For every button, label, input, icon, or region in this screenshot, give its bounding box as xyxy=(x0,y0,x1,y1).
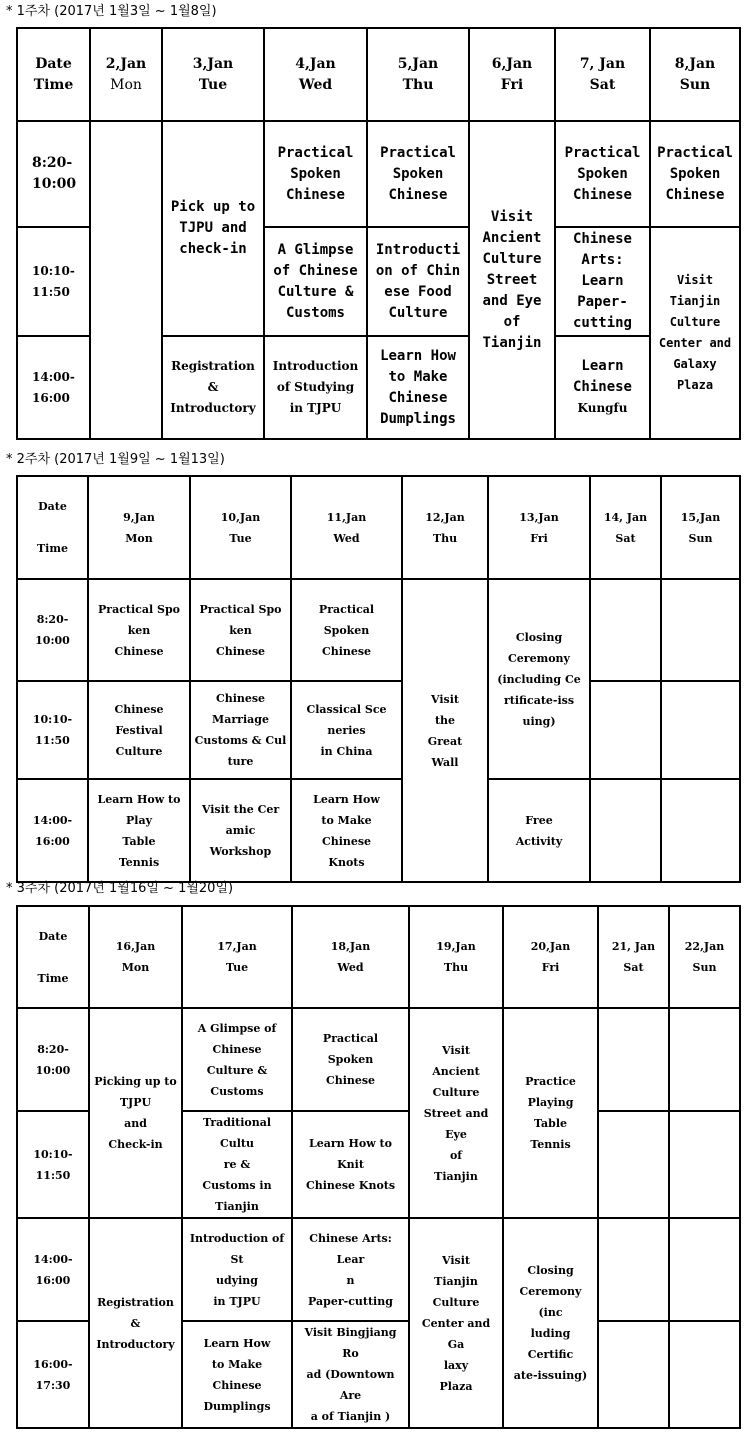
time-slot: 10:10- 11:50 xyxy=(17,681,88,779)
day-name: Wed xyxy=(337,961,364,974)
date-time-header: Date Time xyxy=(17,476,88,579)
activity-cell: A Glimpse of Chinese Culture & Customs xyxy=(264,227,367,336)
empty-cell xyxy=(590,579,661,681)
week1-schedule-table xyxy=(16,27,741,440)
activity-cell: Visit Tianjin Culture Center and Ga laxy Plaza xyxy=(409,1218,503,1428)
day-name: Wed xyxy=(298,76,333,93)
activity-cell: Practical Spoken Chinese xyxy=(264,121,367,227)
day-header-sun xyxy=(661,476,740,579)
day-name: Thu xyxy=(443,961,469,974)
activity-text: Learn Chinese xyxy=(572,358,632,395)
day-date: 20,Jan xyxy=(530,940,571,953)
activity-cell: Introduction of St udying in TJPU xyxy=(182,1218,292,1321)
day-header-fri xyxy=(503,906,598,1008)
day-header-mon xyxy=(90,28,162,121)
day-date: 21, Jan xyxy=(611,940,656,953)
day-date: 22,Jan xyxy=(684,940,725,953)
empty-cell xyxy=(669,1321,740,1428)
day-header-tue xyxy=(182,906,292,1008)
time-slot: 10:10- 11:50 xyxy=(17,1111,89,1218)
day-date: 12,Jan xyxy=(425,510,465,524)
activity-cell: Visit the Cer amic Workshop xyxy=(190,779,291,882)
activity-cell: Learn How to Make Chinese Dumplings xyxy=(182,1321,292,1428)
day-date: 5,Jan xyxy=(397,55,439,72)
date-time-header: Date Time xyxy=(17,28,90,121)
day-name: Fri xyxy=(530,531,548,545)
activity-cell xyxy=(555,336,650,439)
day-name: Tue xyxy=(198,76,228,93)
day-name: Mon xyxy=(110,76,142,93)
empty-cell xyxy=(661,579,740,681)
time-slot: 10:10- 11:50 xyxy=(17,227,90,336)
empty-cell xyxy=(669,1008,740,1111)
activity-cell: Learn How to Play Table Tennis xyxy=(88,779,190,882)
day-date: 6,Jan xyxy=(491,55,533,72)
day-header-wed xyxy=(292,906,409,1008)
activity-cell: Pick up to TJPU and check-in xyxy=(162,121,264,336)
day-date: 15,Jan xyxy=(680,510,721,524)
week1-heading: * 1주차 (2017년 1월3일 ~ 1월8일) xyxy=(6,4,217,19)
activity-cell: Closing Ceremony (inc luding Certific ate-issuing) xyxy=(503,1218,598,1428)
day-header-sat xyxy=(598,906,669,1008)
day-header-sat xyxy=(590,476,661,579)
day-name: Sun xyxy=(692,961,717,974)
day-header-mon xyxy=(89,906,182,1008)
day-date: 4,Jan xyxy=(295,55,336,72)
day-date: 13,Jan xyxy=(519,510,559,524)
activity-cell: Chinese Arts: Learn Paper- cutting xyxy=(555,227,650,336)
day-date: 11,Jan xyxy=(326,510,367,524)
day-header-fri xyxy=(469,28,555,121)
day-header-fri xyxy=(488,476,590,579)
day-date: 8,Jan xyxy=(674,55,716,72)
day-date: 17,Jan xyxy=(217,940,257,953)
day-header-thu xyxy=(367,28,469,121)
day-name: Sat xyxy=(623,961,644,974)
activity-cell: Practical Spo ken Chinese xyxy=(190,579,291,681)
activity-cell: Practice Playing Table Tennis xyxy=(503,1008,598,1218)
activity-text: Kungfu xyxy=(577,401,628,415)
activity-cell: A Glimpse of Chinese Culture & Customs xyxy=(182,1008,292,1111)
activity-cell: Learn How to Knit Chinese Knots xyxy=(292,1111,409,1218)
day-date: 14, Jan xyxy=(603,510,648,524)
day-name: Thu xyxy=(432,531,458,545)
day-name: Wed xyxy=(333,531,360,545)
empty-cell xyxy=(590,779,661,882)
week3-heading: * 3주차 (2017년 1월16일 ~ 1월20일) xyxy=(6,881,234,896)
time-slot: 14:00- 16:00 xyxy=(17,336,90,439)
day-name: Thu xyxy=(402,76,434,93)
time-slot: 8:20- 10:00 xyxy=(17,579,88,681)
day-name: Fri xyxy=(500,76,524,93)
day-date: 2,Jan xyxy=(105,55,147,72)
empty-cell xyxy=(661,681,740,779)
day-name: Sun xyxy=(688,531,713,545)
week2-heading: * 2주차 (2017년 1월9일 ~ 1월13일) xyxy=(6,452,225,467)
time-slot: 16:00- 17:30 xyxy=(17,1321,89,1428)
day-date: 9,Jan xyxy=(123,510,155,524)
time-slot: 14:00- 16:00 xyxy=(17,1218,89,1321)
activity-cell: Practical Spoken Chinese xyxy=(292,1008,409,1111)
activity-cell: Practical Spo ken Chinese xyxy=(88,579,190,681)
day-name: Tue xyxy=(229,531,252,545)
day-name: Fri xyxy=(541,961,560,974)
activity-cell: Chinese Festival Culture xyxy=(88,681,190,779)
activity-cell: Visit Ancient Culture Street and Eye of Tianjin xyxy=(409,1008,503,1218)
empty-cell xyxy=(669,1111,740,1218)
activity-cell: Learn How to Make Chinese Knots xyxy=(291,779,402,882)
day-header-thu xyxy=(409,906,503,1008)
day-date: 16,Jan xyxy=(115,940,156,953)
day-header-wed xyxy=(291,476,402,579)
activity-cell: Practical Spoken Chinese xyxy=(555,121,650,227)
day-date: 18,Jan xyxy=(330,940,371,953)
empty-cell xyxy=(661,779,740,882)
empty-cell xyxy=(598,1321,669,1428)
day-header-mon xyxy=(88,476,190,579)
empty-cell xyxy=(669,1218,740,1321)
day-header-sun xyxy=(650,28,740,121)
empty-cell xyxy=(590,681,661,779)
activity-cell: Registration & Introductory xyxy=(89,1218,182,1428)
activity-cell: Visit Ancient Culture Street and Eye of Tianjin xyxy=(469,121,555,439)
empty-cell xyxy=(598,1111,669,1218)
day-header-tue xyxy=(190,476,291,579)
activity-cell: Closing Ceremony (including Ce rtificate-iss uing) xyxy=(488,579,590,779)
day-name: Mon xyxy=(125,531,153,545)
activity-cell: Visit Tianjin Culture Center and Galaxy Plaza xyxy=(650,227,740,439)
activity-cell: Classical Sce neries in China xyxy=(291,681,402,779)
time-slot: 8:20- 10:00 xyxy=(17,121,90,227)
activity-cell: Practical Spoken Chinese xyxy=(650,121,740,227)
activity-cell: Practical Spoken Chinese xyxy=(367,121,469,227)
activity-cell: Picking up to TJPU and Check-in xyxy=(89,1008,182,1218)
activity-cell: Visit Bingjiang Ro ad (Downtown Are a of Tianjin ) xyxy=(292,1321,409,1428)
time-slot: 14:00- 16:00 xyxy=(17,779,88,882)
day-header-tue xyxy=(162,28,264,121)
day-header-thu xyxy=(402,476,488,579)
day-header-sat xyxy=(555,28,650,121)
activity-cell: Free Activity xyxy=(488,779,590,882)
day-header-wed xyxy=(264,28,367,121)
time-slot: 8:20- 10:00 xyxy=(17,1008,89,1111)
activity-cell: Chinese Marriage Customs & Cul ture xyxy=(190,681,291,779)
activity-cell: Learn How to Make Chinese Dumplings xyxy=(367,336,469,439)
activity-cell: Visit the Great Wall xyxy=(402,579,488,882)
date-time-header: Date Time xyxy=(17,906,89,1008)
day-name: Sun xyxy=(679,76,711,93)
activity-cell: Chinese Arts: Lear n Paper-cutting xyxy=(292,1218,409,1321)
day-date: 7, Jan xyxy=(579,55,626,72)
week3-schedule-table xyxy=(16,905,741,1429)
activity-cell: Introducti on of Chin ese Food Culture xyxy=(367,227,469,336)
day-name: Sat xyxy=(589,76,616,93)
week2-schedule-table xyxy=(16,475,741,883)
day-date: 10,Jan xyxy=(220,510,261,524)
activity-cell: Introduction of Studying in TJPU xyxy=(264,336,367,439)
empty-cell xyxy=(598,1218,669,1321)
activity-cell: Registration & Introductory xyxy=(162,336,264,439)
empty-cell xyxy=(90,121,162,439)
day-header-sun xyxy=(669,906,740,1008)
day-name: Mon xyxy=(121,961,150,974)
activity-cell: Practical Spoken Chinese xyxy=(291,579,402,681)
activity-cell: Traditional Cultu re & Customs in Tianjin xyxy=(182,1111,292,1218)
day-name: Sat xyxy=(615,531,636,545)
day-name: Tue xyxy=(225,961,249,974)
empty-cell xyxy=(598,1008,669,1111)
day-date: 3,Jan xyxy=(192,55,234,72)
day-date: 19,Jan xyxy=(436,940,476,953)
